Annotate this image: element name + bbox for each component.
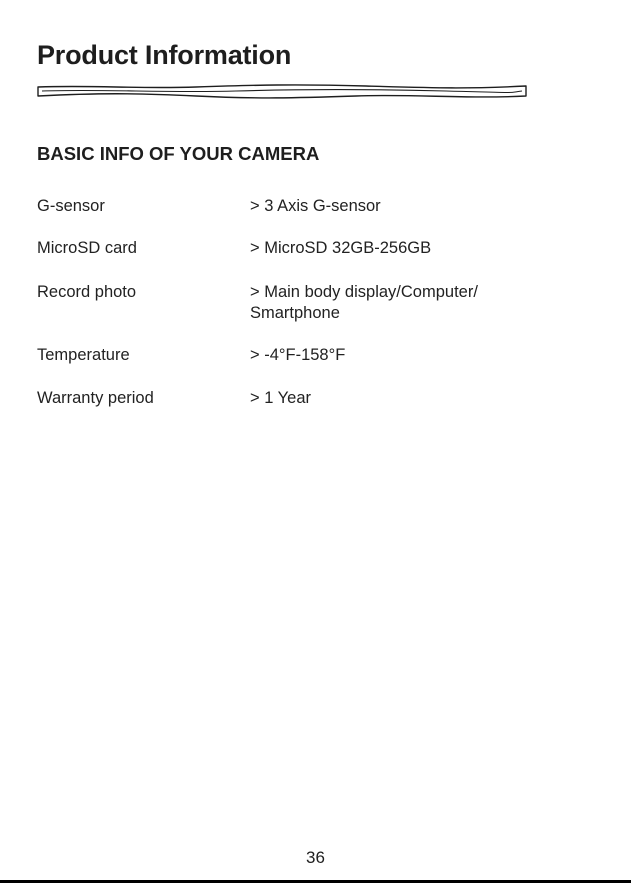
- spec-value: > 3 Axis G-sensor: [250, 197, 381, 215]
- spec-label: Record photo: [37, 283, 137, 301]
- spec-label: Temperature: [37, 346, 130, 364]
- spec-value: > -4°F-158°F: [250, 346, 346, 364]
- title-ribbon-divider: [36, 81, 528, 101]
- page-number: 36: [306, 848, 325, 867]
- page-title: Product Information: [37, 40, 292, 70]
- spec-value: > Main body display/Computer/ Smartphone: [250, 283, 478, 322]
- spec-value: > 1 Year: [250, 389, 312, 407]
- spec-label: G-sensor: [37, 197, 105, 215]
- spec-label: Warranty period: [37, 389, 154, 407]
- section-heading: BASIC INFO OF YOUR CAMERA: [37, 143, 320, 164]
- spec-label: MicroSD card: [37, 239, 137, 257]
- spec-value: > MicroSD 32GB-256GB: [250, 239, 432, 257]
